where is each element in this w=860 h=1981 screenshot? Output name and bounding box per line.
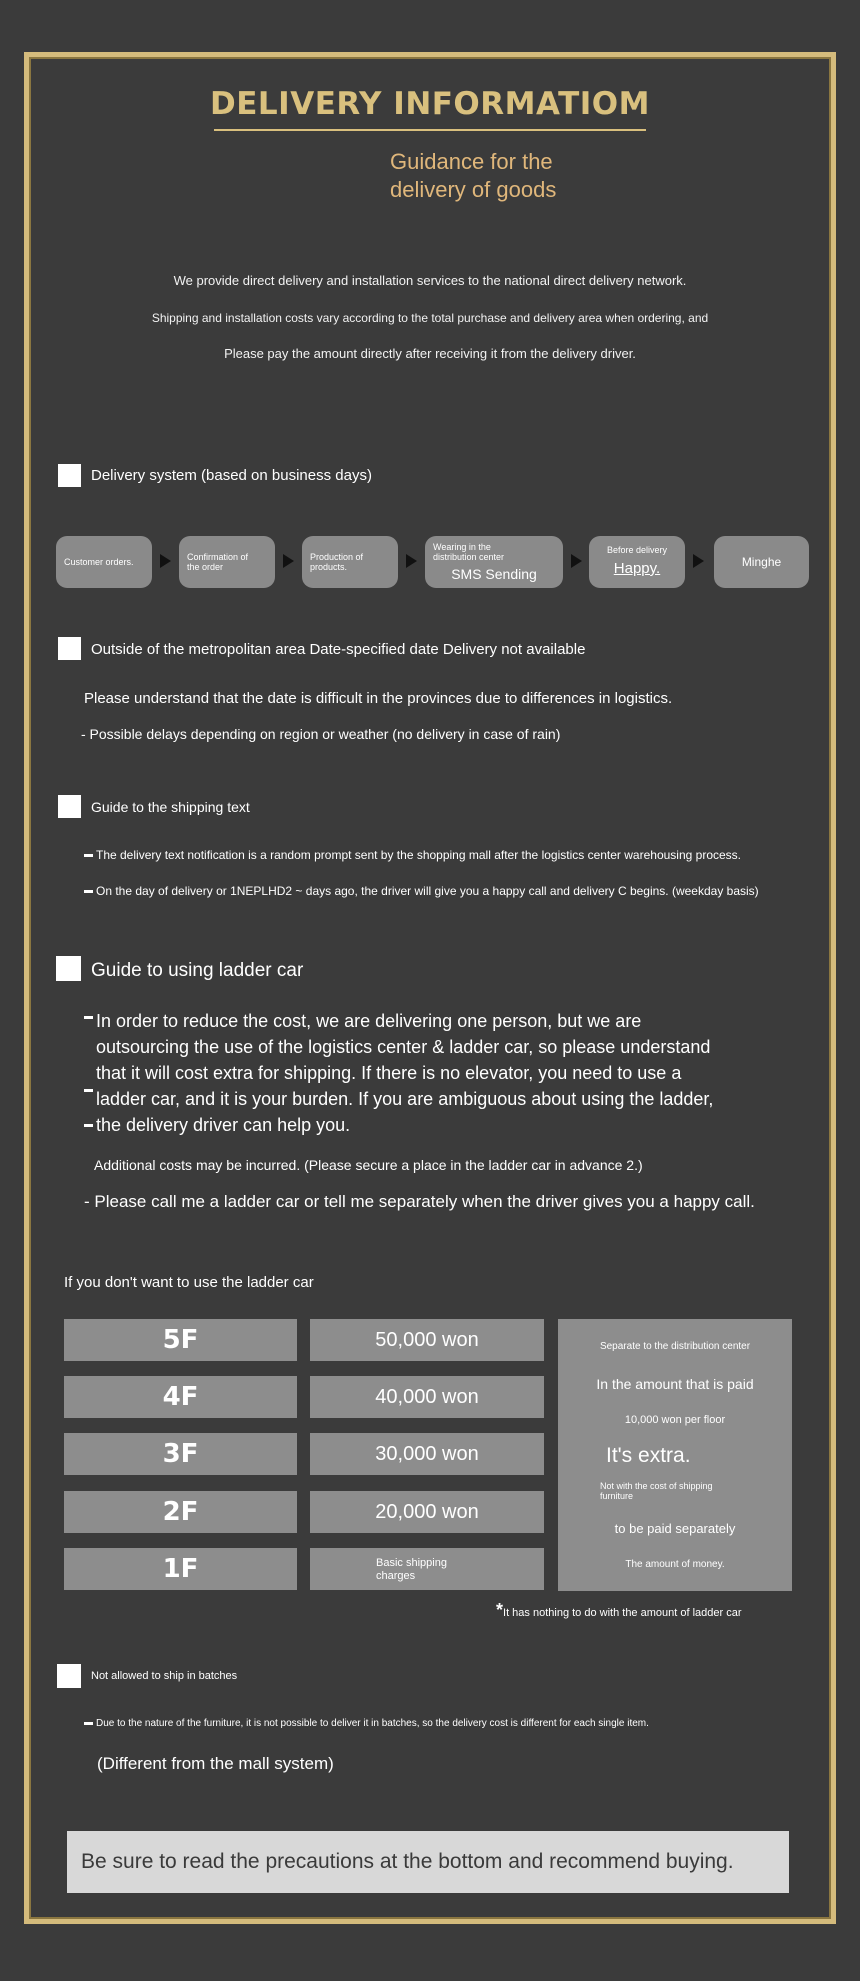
ladder-heading: Guide to using ladder car	[91, 960, 304, 981]
side-line-1: Separate to the distribution center	[599, 1341, 751, 1352]
batches-heading: Not allowed to ship in batches	[91, 1670, 238, 1682]
bottom-notice: Be sure to read the precautions at the bottom and recommend buying.	[67, 1831, 789, 1893]
side-line-7: The amount of money.	[625, 1559, 725, 1570]
batches-line-2: (Different from the mall system)	[97, 1754, 334, 1773]
floor-label-2f: 2F	[64, 1491, 297, 1533]
price-4f: 40,000 won	[310, 1376, 544, 1418]
checkbox-icon	[58, 795, 81, 818]
side-line-5	[600, 1481, 790, 1501]
gold-border-frame	[24, 52, 836, 1924]
dash-icon	[84, 1722, 93, 1725]
arrow-right-icon	[283, 554, 294, 568]
ladder-note: Additional costs may be incurred. (Please secure a place in the ladder car in advance 2.)	[94, 1157, 643, 1173]
ladder-line: In order to reduce the cost, we are delivering one person, but we are	[96, 1011, 642, 1031]
flow-step-confirmation	[179, 536, 275, 588]
intro-line-3: Please pay the amount directly after receiving it from the delivery driver.	[224, 346, 636, 361]
dash-icon	[84, 1124, 93, 1127]
ladder-line: outsourcing the use of the logistics center & ladder car, so please understand	[96, 1037, 711, 1057]
flow-step-before-delivery	[589, 536, 685, 588]
shipping-text-line-2-text: On the day of delivery or 1NEPLHD2 ~ days ago, the driver will give you a happy call and delivery C begins. (weekday basis)	[96, 884, 759, 898]
flow-step-text: Customer orders.	[64, 557, 134, 567]
side-line-2: In the amount that is paid	[596, 1376, 754, 1392]
no-ladder-heading: If you don't want to use the ladder car	[64, 1274, 314, 1291]
side-line-5b: furniture	[600, 1491, 634, 1501]
subtitle	[390, 148, 630, 204]
flow-step-production	[302, 536, 398, 588]
ladder-footnote	[496, 1600, 742, 1621]
floor-label-5f: 5F	[64, 1319, 297, 1361]
side-line-5a: Not with the cost of shipping	[600, 1481, 713, 1491]
intro-line-2: Shipping and installation costs vary according to the total purchase and delivery area when ordering, and	[151, 311, 709, 325]
flow-step-text: Minghe	[741, 555, 782, 569]
shipping-text-heading: Guide to the shipping text	[91, 799, 250, 815]
flow-step-text: products.	[310, 562, 348, 572]
metro-heading: Outside of the metropolitan area Date-specified date Delivery not available	[91, 641, 586, 658]
floor-label-3f: 3F	[64, 1433, 297, 1475]
side-line-6: to be paid separately	[614, 1521, 736, 1536]
side-line-4: It's extra.	[606, 1444, 691, 1467]
floor-label-4f: 4F	[64, 1376, 297, 1418]
shipping-text-line-2	[84, 884, 759, 898]
basic-shipping-line-1: Basic shipping	[376, 1557, 447, 1569]
price-3f: 30,000 won	[310, 1433, 544, 1475]
flow-step-minghe	[714, 536, 809, 588]
flow-step-text: Before delivery	[606, 545, 668, 555]
flow-step-distribution-center	[425, 536, 563, 588]
flow-step-customer-orders	[56, 536, 152, 588]
delivery-system-heading: Delivery system (based on business days)	[91, 467, 372, 484]
flow-step-text: Confirmation of	[187, 552, 249, 562]
subtitle-line-1: Guidance for the	[390, 149, 553, 174]
ladder-call: - Please call me a ladder car or tell me separately when the driver gives you a happy call.	[84, 1192, 755, 1211]
price-2f: 20,000 won	[310, 1491, 544, 1533]
price-1f	[310, 1548, 544, 1590]
checkbox-icon	[58, 464, 81, 487]
ladder-line: that it will cost extra for shipping. If there is no elevator, you need to use a	[96, 1063, 682, 1083]
dash-icon	[84, 1016, 93, 1019]
side-line-3: 10,000 won per floor	[624, 1414, 726, 1426]
extra-cost-panel	[558, 1319, 792, 1591]
checkbox-icon	[57, 1664, 81, 1688]
ladder-footnote-text: It has nothing to do with the amount of ladder car	[503, 1607, 742, 1619]
shipping-text-line-1-text: The delivery text notification is a random prompt sent by the shopping mall after the logistics center warehousing process.	[96, 848, 741, 862]
title-underline	[214, 129, 646, 131]
checkbox-icon	[56, 956, 81, 981]
arrow-right-icon	[160, 554, 171, 568]
batches-line-1-text: Due to the nature of the furniture, it is not possible to deliver it in batches, so the delivery cost is different for each single item.	[96, 1718, 649, 1729]
flow-step-happy: Happy.	[613, 560, 661, 577]
arrow-right-icon	[571, 554, 582, 568]
asterisk-icon: *	[496, 1600, 504, 1620]
dash-icon	[84, 1089, 93, 1092]
metro-line-1: Please understand that the date is difficult in the provinces due to differences in logistics.	[84, 690, 673, 707]
ladder-line: the delivery driver can help you.	[96, 1115, 351, 1135]
subtitle-line-2: delivery of goods	[390, 177, 557, 202]
flow-step-text: distribution center	[433, 551, 505, 562]
flow-step-text: the order	[187, 562, 224, 572]
floor-label-1f: 1F	[64, 1548, 297, 1590]
intro-line-1: We provide direct delivery and installation services to the national direct delivery network.	[173, 273, 687, 288]
flow-step-sms: SMS Sending	[451, 565, 537, 582]
dash-icon	[84, 854, 93, 857]
checkbox-icon	[58, 637, 81, 660]
ladder-line: ladder car, and it is your burden. If you are ambiguous about using the ladder,	[96, 1089, 714, 1109]
dash-icon	[84, 890, 93, 893]
arrow-right-icon	[693, 554, 704, 568]
ladder-paragraph	[96, 1008, 776, 1138]
page-title: DELIVERY INFORMATIOM	[210, 86, 650, 122]
shipping-text-line-1	[84, 848, 741, 862]
price-5f: 50,000 won	[310, 1319, 544, 1361]
flow-step-text: Wearing in the	[433, 541, 491, 552]
batches-line-1	[84, 1718, 649, 1729]
basic-shipping-line-2: charges	[376, 1570, 416, 1582]
flow-step-text: Production of	[310, 552, 364, 562]
arrow-right-icon	[406, 554, 417, 568]
metro-line-2: - Possible delays depending on region or weather (no delivery in case of rain)	[81, 726, 561, 742]
